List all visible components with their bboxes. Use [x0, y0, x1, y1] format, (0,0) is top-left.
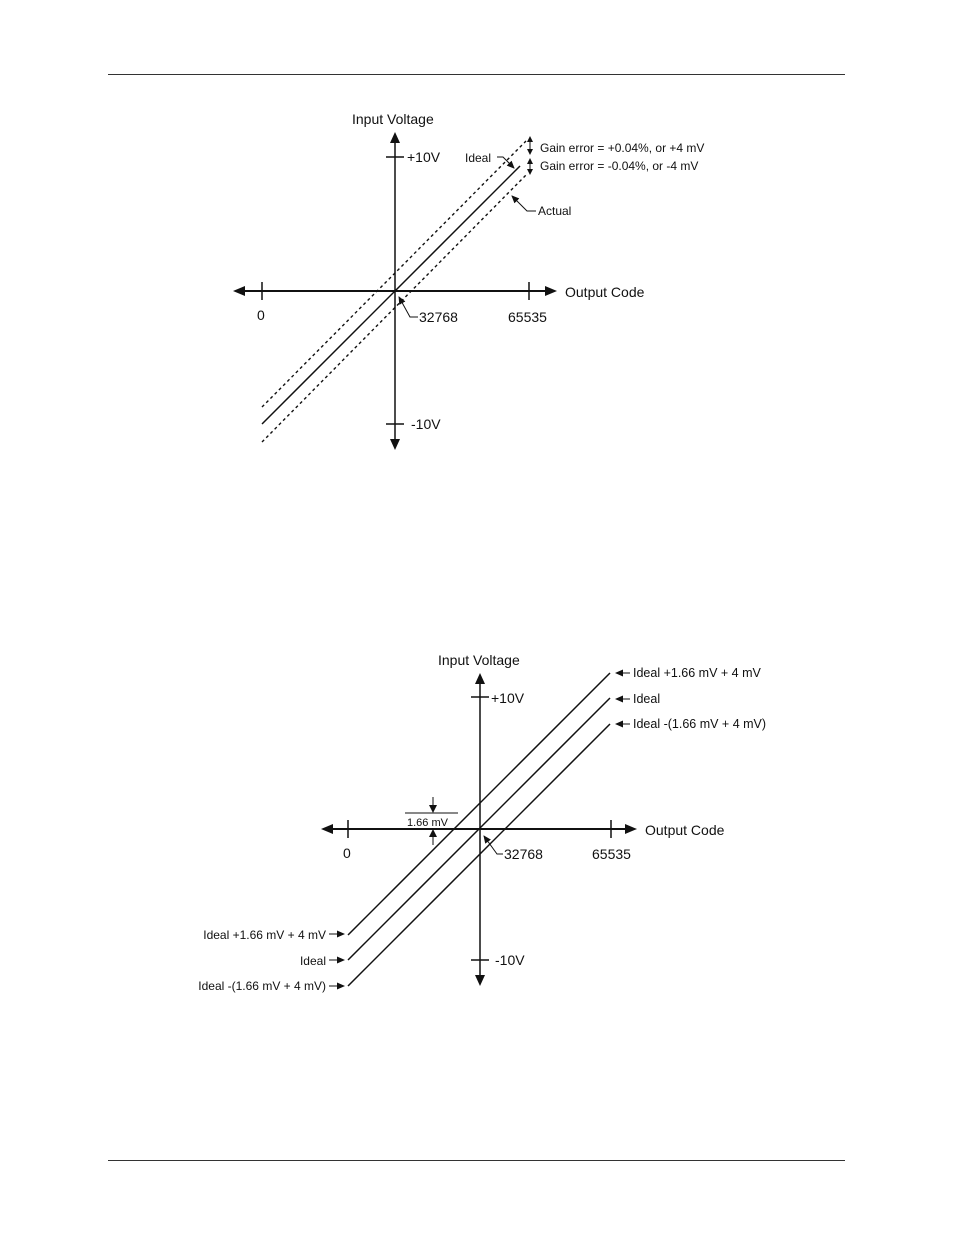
actual-line-upper — [262, 141, 526, 407]
label-actual: Actual — [538, 204, 572, 218]
tick-label-mid: 32768 — [419, 309, 458, 325]
ideal-leader — [497, 157, 514, 168]
tick-label-max: 65535 — [592, 846, 631, 862]
tick-label-max: 65535 — [508, 309, 547, 325]
label-gain-error-minus: Gain error = -0.04%, or -4 mV — [540, 159, 699, 173]
upper-line — [348, 673, 610, 935]
x-axis-right-arrow — [625, 824, 637, 834]
label-gain-error-plus: Gain error = +0.04%, or +4 mV — [540, 141, 705, 155]
tick-label-zero: 0 — [343, 845, 351, 861]
x-axis-right-arrow — [545, 286, 557, 296]
tick-label-mid: 32768 — [504, 846, 543, 862]
label-ideal: Ideal — [465, 151, 492, 165]
label-right-upper: Ideal +1.66 mV + 4 mV — [633, 666, 761, 680]
y-axis-down-arrow — [390, 439, 400, 450]
label-right-lower: Ideal -(1.66 mV + 4 mV) — [633, 717, 767, 731]
label-left-lower: Ideal -(1.66 mV + 4 mV) — [198, 979, 326, 993]
label-left-ideal: Ideal — [299, 954, 326, 968]
label-minus-10v: -10V — [411, 416, 441, 432]
tick-label-zero: 0 — [257, 307, 265, 323]
label-left-upper: Ideal +1.66 mV + 4 mV — [203, 928, 326, 942]
x-axis-label: Output Code — [645, 822, 725, 838]
y-axis-label: Input Voltage — [438, 652, 520, 668]
origin-leader — [484, 836, 503, 854]
y-axis-label: Input Voltage — [352, 111, 434, 127]
x-axis-left-arrow — [233, 286, 245, 296]
actual-line-lower — [262, 175, 526, 442]
x-axis-label: Output Code — [565, 284, 645, 300]
label-plus-10v: +10V — [491, 690, 525, 706]
label-right-ideal: Ideal — [633, 692, 661, 706]
y-axis-up-arrow — [390, 132, 400, 143]
label-plus-10v: +10V — [407, 149, 441, 165]
x-axis-left-arrow — [321, 824, 333, 834]
ideal-line — [262, 166, 520, 424]
label-minus-10v: -10V — [495, 952, 525, 968]
figure-offset-gain-error — [198, 652, 766, 993]
figure-gain-error — [233, 111, 704, 450]
label-offset: 1.66 mV — [407, 817, 448, 829]
actual-leader — [512, 196, 536, 211]
y-axis-down-arrow — [475, 975, 485, 986]
lower-line — [348, 724, 610, 986]
y-axis-up-arrow — [475, 673, 485, 684]
